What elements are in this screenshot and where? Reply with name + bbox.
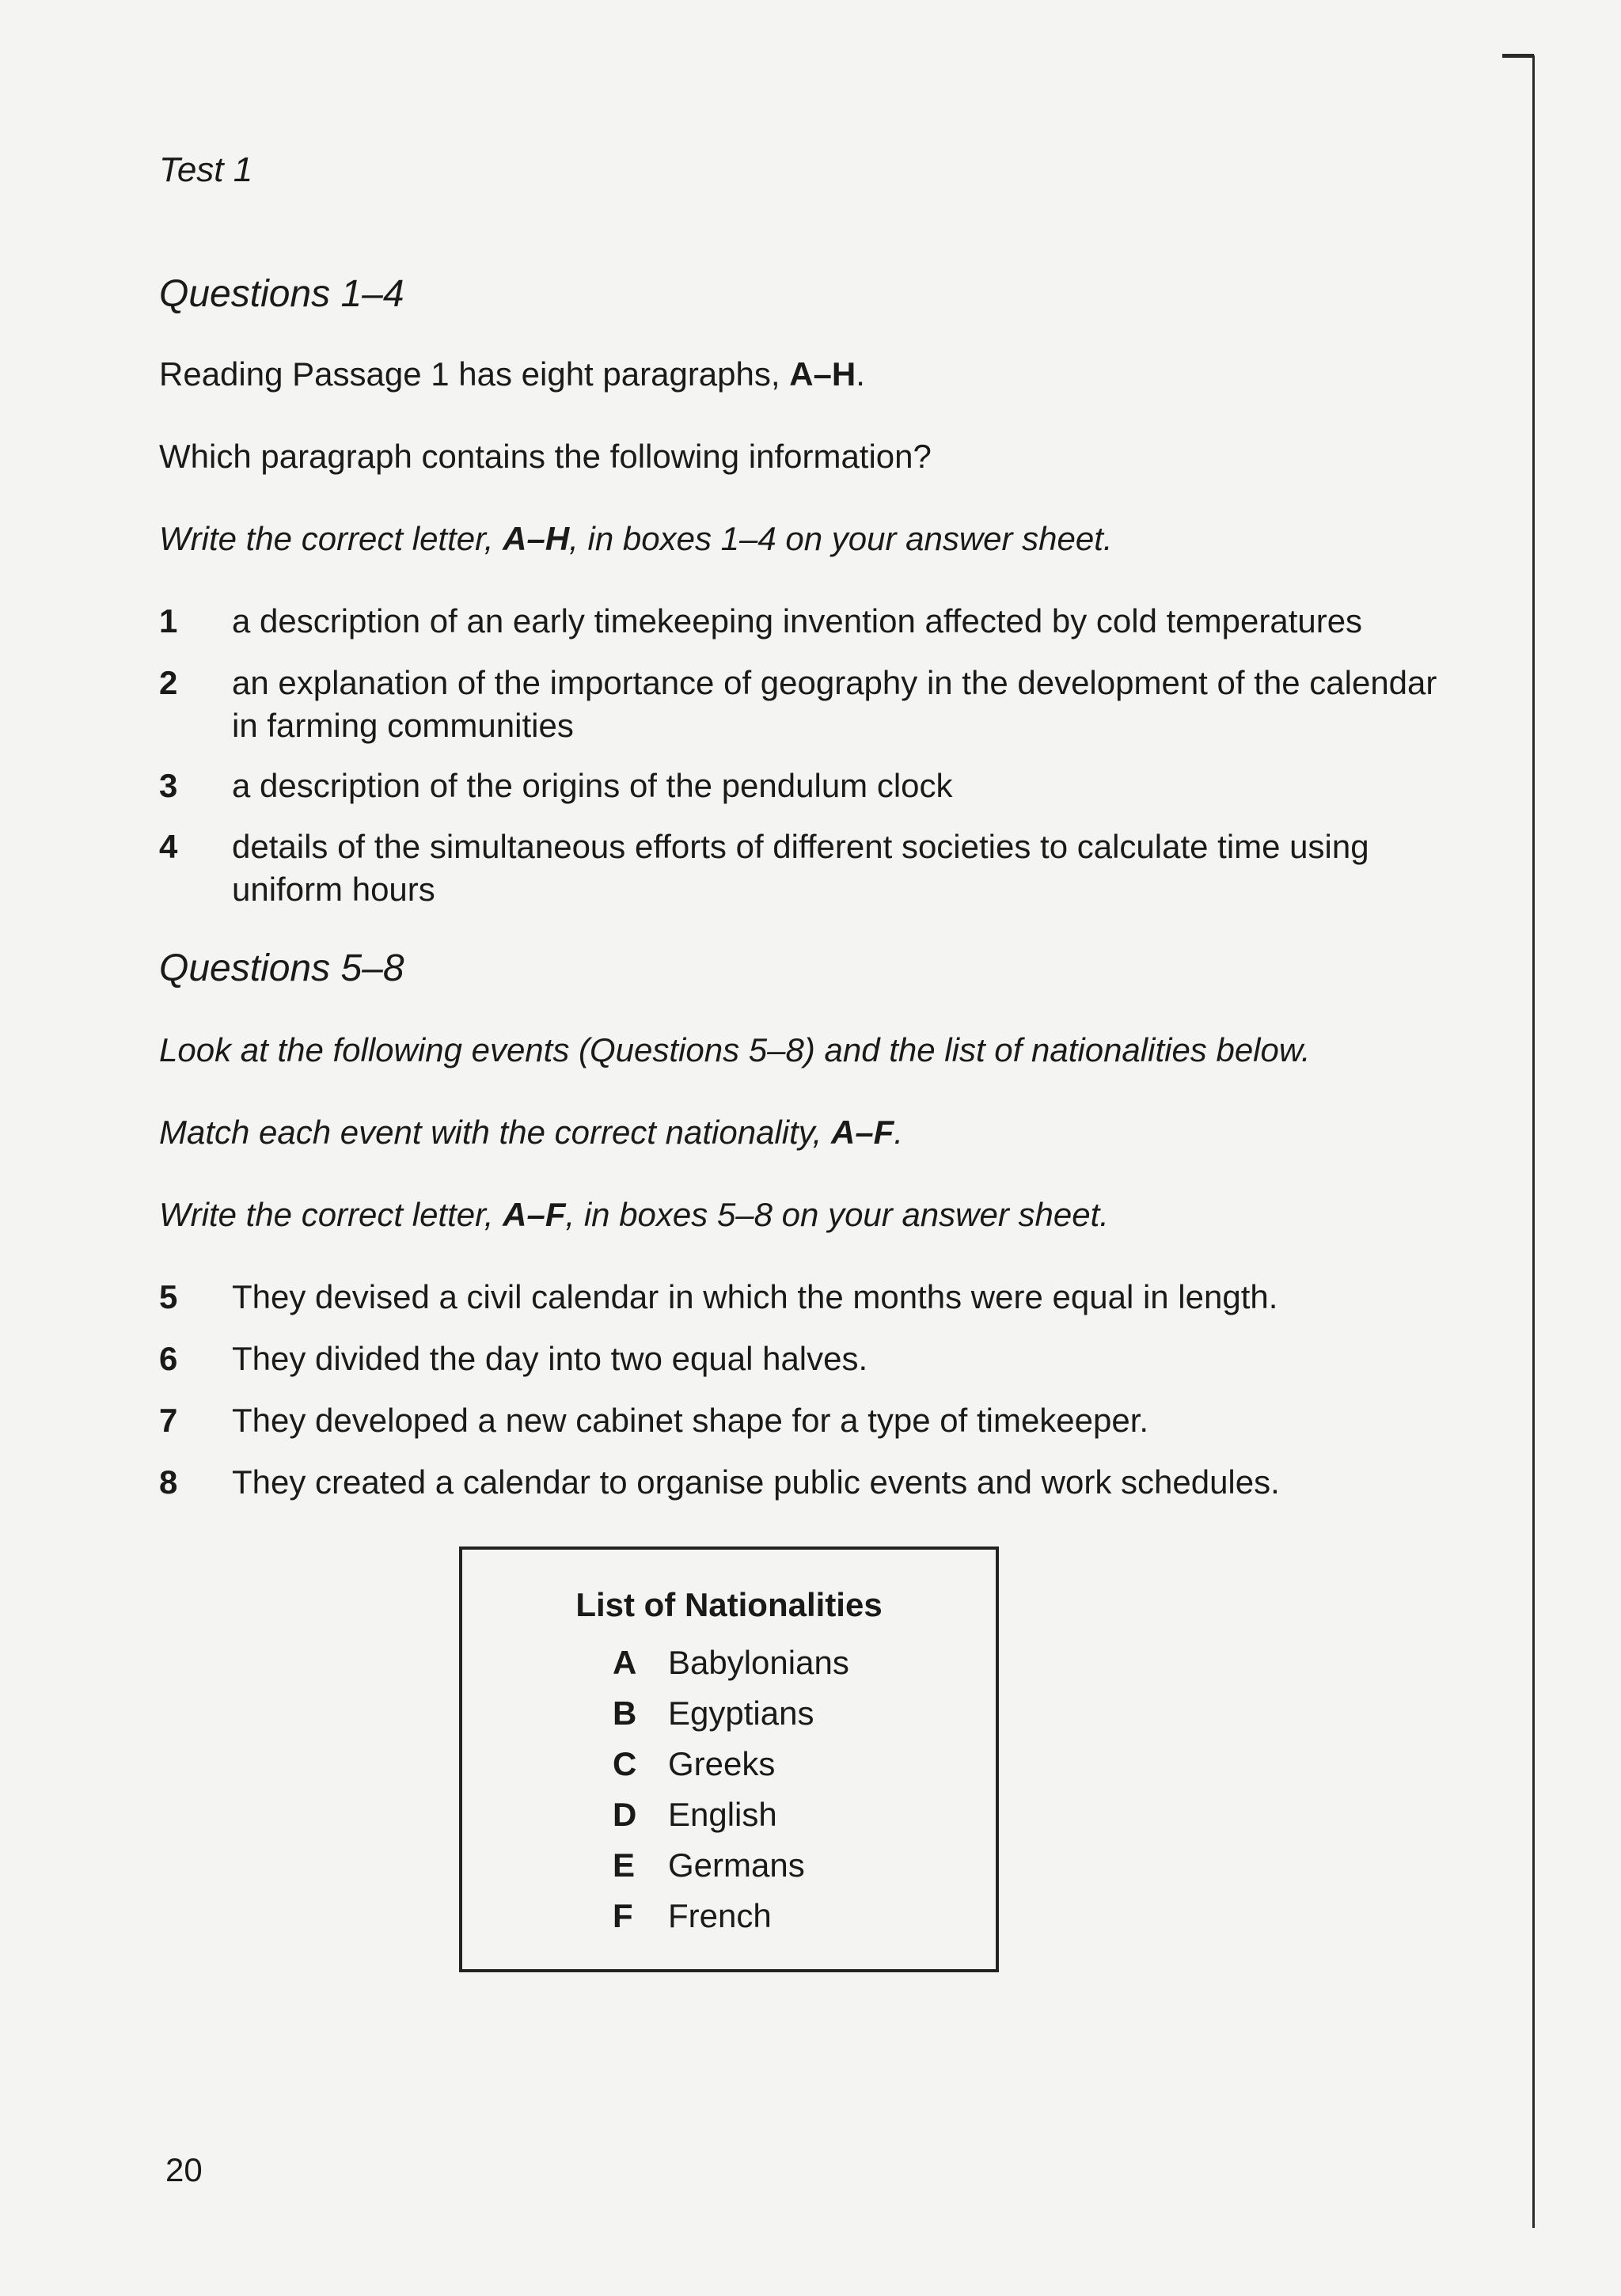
nationality-item <box>613 1895 772 1937</box>
intro-end: . <box>856 355 865 393</box>
instruction-end: . <box>894 1114 904 1151</box>
nationality-name: Germans <box>668 1846 805 1884</box>
nationality-letter: B <box>613 1694 637 1732</box>
instruction-end: , in boxes 1–4 on your answer sheet. <box>569 520 1113 557</box>
question-number: 3 <box>159 767 178 804</box>
nationality-name: English <box>668 1796 777 1833</box>
instruction-range: A–H <box>503 520 570 557</box>
nationality-item <box>613 1641 849 1684</box>
section1-instruction <box>159 518 1113 560</box>
nationality-letter: C <box>613 1745 637 1782</box>
intro-range: A–H <box>789 355 856 393</box>
question-text: a description of the origins of the pendulum clock <box>232 767 953 804</box>
nationality-letter: D <box>613 1796 637 1833</box>
margin-rule <box>1532 55 1535 2228</box>
section2-instruction-3 <box>159 1194 1109 1236</box>
section1-intro <box>159 353 865 396</box>
question-text: a description of an early timekeeping invention affected by cold temperatures <box>232 602 1363 639</box>
nationality-name: Greeks <box>668 1745 776 1782</box>
question-number: 7 <box>159 1402 178 1439</box>
instruction-range: A–F <box>503 1196 566 1233</box>
nationality-name: Babylonians <box>668 1644 849 1681</box>
question-number: 2 <box>159 664 178 701</box>
question-number: 1 <box>159 602 178 639</box>
nationality-item <box>613 1743 775 1786</box>
nationalities-box <box>459 1546 999 1972</box>
instruction-text: Write the correct letter, <box>159 1196 503 1233</box>
section2-instruction-1: Look at the following events (Questions 5–8) and the list of nationalities below. <box>159 1031 1311 1068</box>
question-number: 4 <box>159 828 178 865</box>
nationality-item <box>613 1844 805 1887</box>
question-text: They developed a new cabinet shape for a type of timekeeper. <box>232 1402 1149 1439</box>
question-text: They devised a civil calendar in which the months were equal in length. <box>232 1278 1278 1315</box>
section-heading-5-8: Questions 5–8 <box>159 947 404 989</box>
nationality-name: Egyptians <box>668 1694 814 1732</box>
intro-text: Reading Passage 1 has eight paragraphs, <box>159 355 790 393</box>
nationality-item <box>613 1793 777 1836</box>
running-head: Test 1 <box>159 150 253 189</box>
nationality-letter: F <box>613 1897 633 1934</box>
question-text: They created a calendar to organise public events and work schedules. <box>232 1463 1280 1501</box>
question-number: 6 <box>159 1340 178 1377</box>
nationalities-title: List of Nationalities <box>575 1586 883 1623</box>
instruction-text: Match each event with the correct nationality, <box>159 1114 831 1151</box>
nationality-name: French <box>668 1897 772 1934</box>
nationality-letter: A <box>613 1644 637 1681</box>
question-number: 8 <box>159 1463 178 1501</box>
question-number: 5 <box>159 1278 178 1315</box>
nationality-letter: E <box>613 1846 636 1884</box>
question-text: They divided the day into two equal halves. <box>232 1340 868 1377</box>
instruction-end: , in boxes 5–8 on your answer sheet. <box>565 1196 1109 1233</box>
question-text: an explanation of the importance of geography in the development of the calendar in farming communities <box>232 664 1437 744</box>
nationality-item <box>613 1692 814 1735</box>
instruction-text: Write the correct letter, <box>159 520 503 557</box>
page-number: 20 <box>165 2151 203 2188</box>
question-text: details of the simultaneous efforts of different societies to calculate time using uniform hours <box>232 828 1369 908</box>
margin-rule-tick <box>1502 54 1534 58</box>
section2-instruction-2 <box>159 1111 903 1154</box>
section-heading-1-4: Questions 1–4 <box>159 273 404 315</box>
section1-question: Which paragraph contains the following information? <box>159 438 932 475</box>
instruction-range: A–F <box>830 1114 894 1151</box>
